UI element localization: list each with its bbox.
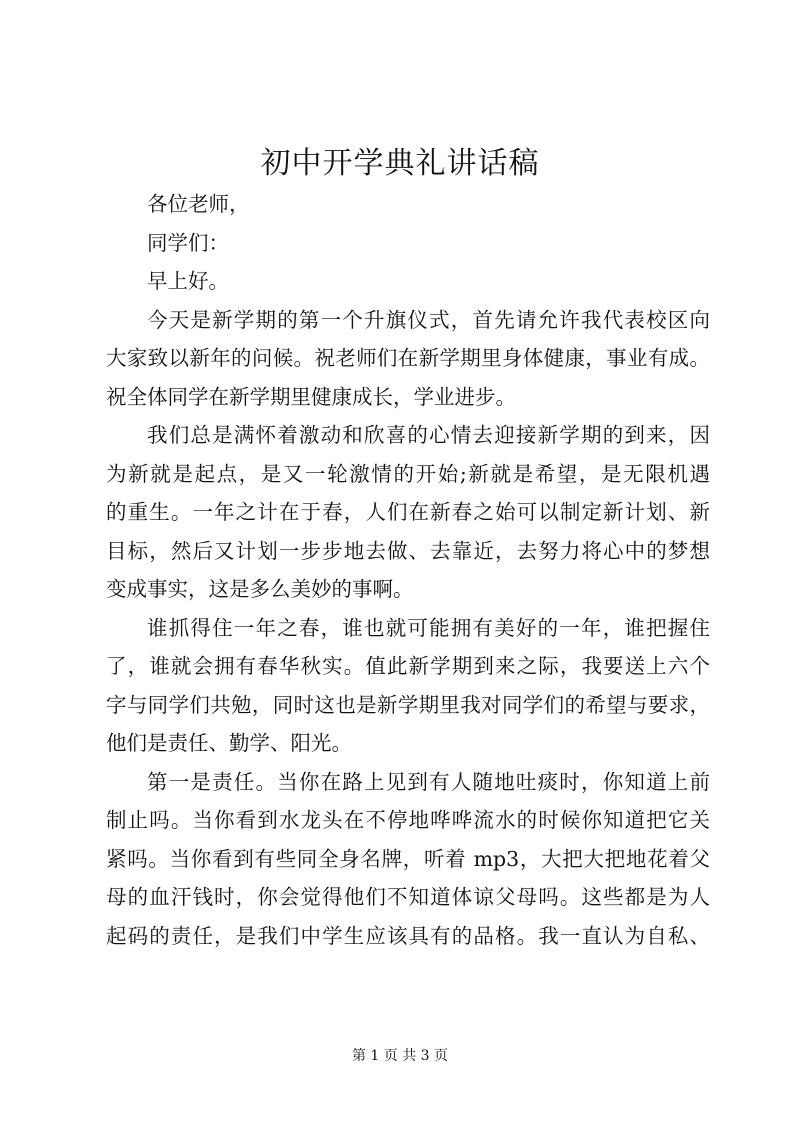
text-line: 制止吗。当你看到水龙头在不停地哗哗流水的时候你知道把它关 [106,808,710,832]
text-line: 第一是责任。当你在路上见到有人随地吐痰时，你知道上前 [147,769,710,794]
text-line: 了，谁就会拥有春华秋实。值此新学期到来之际，我要送上六个 [106,654,710,678]
salutation-students [106,224,710,263]
document-body [106,185,710,955]
document-title: 初中开学典礼讲话稿 [260,146,540,181]
text-line: 今天是新学期的第一个升旗仪式，首先请允许我代表校区向 [147,307,710,332]
salutation-teachers [106,185,710,224]
text-line: 母的血汗钱时，你会觉得他们不知道体谅父母吗。这些都是为人 [106,885,710,909]
text-line: 大家致以新年的问候。祝老师们在新学期里身体健康，事业有成。 [106,346,710,370]
paragraph-new-start [106,416,710,609]
text-line: 祝全体同学在新学期里健康成长，学业进步。 [106,384,516,409]
text-line: 的重生。一年之计在于春，人们在新春之始可以制定新计划、新 [106,500,710,524]
text-line: 早上好。 [147,269,229,293]
paragraph-responsibility [106,763,710,956]
text-line: 我们总是满怀着激动和欣喜的心情去迎接新学期的到来，因 [147,423,710,447]
text-line: 字与同学们共勉，同时这也是新学期里我对同学们的希望与要求， [106,692,710,717]
text-line: 紧吗。当你看到有些同全身名牌，听着 mp3，大把大把地花着父 [106,846,710,871]
text-line: 各位老师， [147,192,250,216]
text-line: 他们是责任、勤学、阳光。 [106,731,352,755]
page-number-footer: 第 1 页 共 3 页 [351,1048,449,1064]
text-line: 同学们： [147,230,229,255]
text-line: 谁抓得住一年之春，谁也就可能拥有美好的一年，谁把握住 [147,615,710,640]
text-line: 目标，然后又计划一步步地去做、去靠近，去努力将心中的梦想 [106,538,710,563]
text-line: 变成事实，这是多么美妙的事啊。 [106,577,414,601]
text-line: 为新就是起点，是又一轮激情的开始;新就是希望，是无限机遇 [106,461,710,486]
greeting [106,262,710,301]
text-line: 起码的责任，是我们中学生应该具有的品格。我一直认为自私、 [106,923,710,948]
paragraph-new-semester [106,301,710,417]
paragraph-spring [106,609,710,763]
